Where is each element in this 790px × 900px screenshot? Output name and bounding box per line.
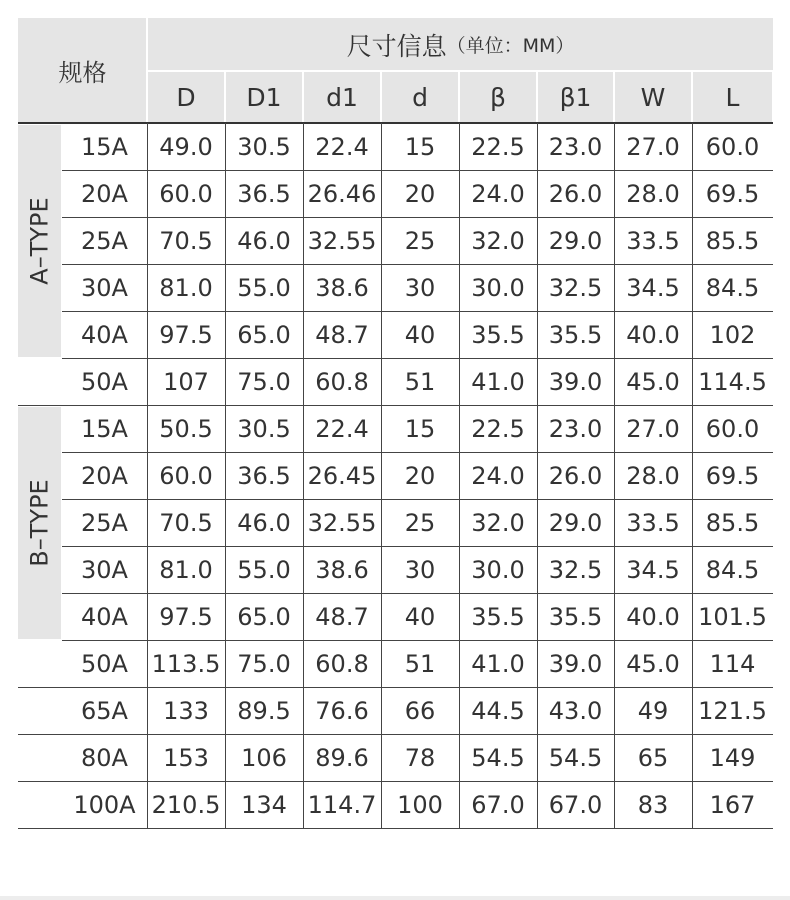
value-cell: 46.0 <box>237 508 291 537</box>
size-cell: 20A <box>81 461 128 490</box>
value-cell: 35.5 <box>548 320 603 349</box>
value-cell: 30.0 <box>471 273 525 302</box>
value-cell: 22.4 <box>315 132 369 161</box>
value-cell: 30 <box>404 273 436 302</box>
value-cell: 167 <box>709 790 756 819</box>
value-cell: 15 <box>404 414 436 443</box>
value-cell: 67.0 <box>548 790 603 819</box>
row-divider <box>62 452 773 453</box>
value-cell: 44.5 <box>471 696 525 725</box>
row-divider <box>18 734 773 735</box>
size-cell: 20A <box>81 179 128 208</box>
group-label-a-type <box>18 125 61 357</box>
value-cell: 67.0 <box>471 790 525 819</box>
value-cell: 60.0 <box>159 461 213 490</box>
value-cell: 69.5 <box>705 179 760 208</box>
size-cell: 25A <box>81 508 128 537</box>
bottom-band <box>0 896 790 900</box>
value-cell: 35.5 <box>471 320 525 349</box>
value-cell: 30.5 <box>237 414 291 443</box>
unit-text: （单位：MM） <box>446 35 575 57</box>
value-cell: 55.0 <box>237 273 291 302</box>
value-cell: 41.0 <box>471 367 525 396</box>
row-divider <box>18 405 773 406</box>
column-header-2: D1 <box>246 82 282 112</box>
size-cell: 80A <box>81 743 128 772</box>
value-cell: 75.0 <box>237 367 291 396</box>
value-cell: 26.0 <box>548 179 603 208</box>
value-cell: 27.0 <box>626 414 680 443</box>
value-cell: 89.6 <box>315 743 369 772</box>
value-cell: 149 <box>709 743 756 772</box>
value-cell: 60.8 <box>315 649 369 678</box>
size-cell: 65A <box>81 696 128 725</box>
value-cell: 54.5 <box>548 743 603 772</box>
value-cell: 32.55 <box>307 226 377 255</box>
value-cell: 24.0 <box>471 179 525 208</box>
row-divider <box>62 170 773 171</box>
table-bottom-line <box>18 828 773 829</box>
value-cell: 89.5 <box>237 696 291 725</box>
value-cell: 81.0 <box>159 555 213 584</box>
value-cell: 113.5 <box>151 649 221 678</box>
value-cell: 29.0 <box>548 508 603 537</box>
value-cell: 40.0 <box>626 602 680 631</box>
value-cell: 27.0 <box>626 132 680 161</box>
value-cell: 97.5 <box>159 320 213 349</box>
row-divider <box>62 546 773 547</box>
value-cell: 40.0 <box>626 320 680 349</box>
value-cell: 41.0 <box>471 649 525 678</box>
value-cell: 25 <box>404 226 436 255</box>
value-cell: 106 <box>241 743 287 772</box>
value-cell: 210.5 <box>151 790 221 819</box>
value-cell: 39.0 <box>548 649 603 678</box>
value-cell: 32.0 <box>471 226 525 255</box>
value-cell: 75.0 <box>237 649 291 678</box>
size-cell: 50A <box>81 367 128 396</box>
value-cell: 33.5 <box>626 508 680 537</box>
value-cell: 51 <box>404 367 436 396</box>
value-cell: 45.0 <box>626 367 680 396</box>
value-cell: 65.0 <box>237 320 291 349</box>
value-cell: 85.5 <box>705 508 760 537</box>
value-cell: 107 <box>163 367 209 396</box>
value-cell: 39.0 <box>548 367 603 396</box>
column-header-6: β1 <box>559 82 592 112</box>
value-cell: 20 <box>404 461 436 490</box>
value-cell: 81.0 <box>159 273 213 302</box>
value-cell: 32.5 <box>548 555 603 584</box>
value-cell: 30 <box>404 555 436 584</box>
column-header-5: β <box>490 82 506 112</box>
size-cell: 40A <box>81 602 128 631</box>
spec-header-label: 规格 <box>58 59 107 87</box>
size-cell: 30A <box>81 273 128 302</box>
row-divider <box>62 499 773 500</box>
value-cell: 23.0 <box>548 132 603 161</box>
group-label-b-type <box>18 407 61 639</box>
value-cell: 28.0 <box>626 179 680 208</box>
value-cell: 40 <box>404 320 436 349</box>
column-divider <box>614 123 615 828</box>
value-cell: 38.6 <box>315 555 369 584</box>
title-text: 尺寸信息 <box>346 31 447 61</box>
value-cell: 30.0 <box>471 555 525 584</box>
value-cell: 26.45 <box>307 461 377 490</box>
value-cell: 22.5 <box>471 132 525 161</box>
value-cell: 35.5 <box>471 602 525 631</box>
value-cell: 100 <box>397 790 443 819</box>
value-cell: 20 <box>404 179 436 208</box>
value-cell: 133 <box>163 696 209 725</box>
value-cell: 60.0 <box>705 414 760 443</box>
row-divider <box>62 264 773 265</box>
value-cell: 84.5 <box>705 555 760 584</box>
column-divider <box>459 123 460 828</box>
value-cell: 23.0 <box>548 414 603 443</box>
column-header-3: d1 <box>326 82 358 112</box>
value-cell: 26.46 <box>307 179 377 208</box>
value-cell: 66 <box>404 696 436 725</box>
column-header-7: W <box>640 82 666 112</box>
value-cell: 102 <box>709 320 756 349</box>
value-cell: 70.5 <box>159 226 213 255</box>
row-divider <box>18 781 773 782</box>
value-cell: 22.5 <box>471 414 525 443</box>
value-cell: 65.0 <box>237 602 291 631</box>
value-cell: 49.0 <box>159 132 213 161</box>
value-cell: 36.5 <box>237 461 291 490</box>
value-cell: 114.7 <box>307 790 377 819</box>
value-cell: 76.6 <box>315 696 369 725</box>
value-cell: 50.5 <box>159 414 213 443</box>
row-divider <box>62 217 773 218</box>
column-divider <box>692 123 693 828</box>
value-cell: 70.5 <box>159 508 213 537</box>
value-cell: 32.55 <box>307 508 377 537</box>
value-cell: 25 <box>404 508 436 537</box>
value-cell: 114 <box>709 649 756 678</box>
column-divider <box>537 123 538 828</box>
value-cell: 29.0 <box>548 226 603 255</box>
group-label-text: B–TYPE <box>25 479 54 567</box>
value-cell: 33.5 <box>626 226 680 255</box>
size-cell: 15A <box>81 414 128 443</box>
value-cell: 114.5 <box>698 367 767 396</box>
value-cell: 97.5 <box>159 602 213 631</box>
row-divider <box>62 640 773 641</box>
value-cell: 24.0 <box>471 461 525 490</box>
value-cell: 49 <box>637 696 669 725</box>
group-label-text: A–TYPE <box>25 197 54 285</box>
column-divider <box>147 123 148 828</box>
value-cell: 46.0 <box>237 226 291 255</box>
size-cell: 15A <box>81 132 128 161</box>
value-cell: 101.5 <box>698 602 767 631</box>
value-cell: 69.5 <box>705 461 760 490</box>
value-cell: 43.0 <box>548 696 603 725</box>
value-cell: 65 <box>637 743 669 772</box>
value-cell: 134 <box>241 790 287 819</box>
value-cell: 121.5 <box>698 696 767 725</box>
column-header-1: D <box>176 82 196 112</box>
value-cell: 22.4 <box>315 414 369 443</box>
value-cell: 78 <box>404 743 436 772</box>
size-cell: 30A <box>81 555 128 584</box>
column-divider <box>303 123 304 828</box>
size-cell: 50A <box>81 649 128 678</box>
value-cell: 83 <box>637 790 669 819</box>
header-bottom-line <box>18 122 773 124</box>
value-cell: 28.0 <box>626 461 680 490</box>
value-cell: 32.0 <box>471 508 525 537</box>
value-cell: 60.0 <box>159 179 213 208</box>
value-cell: 15 <box>404 132 436 161</box>
value-cell: 34.5 <box>626 555 680 584</box>
value-cell: 35.5 <box>548 602 603 631</box>
size-cell: 100A <box>73 790 136 819</box>
value-cell: 30.5 <box>237 132 291 161</box>
size-cell: 25A <box>81 226 128 255</box>
size-cell: 40A <box>81 320 128 349</box>
column-header-4: d <box>412 82 428 112</box>
value-cell: 26.0 <box>548 461 603 490</box>
value-cell: 38.6 <box>315 273 369 302</box>
row-divider <box>62 593 773 594</box>
column-header-8: L <box>725 82 740 112</box>
row-divider <box>62 358 773 359</box>
value-cell: 32.5 <box>548 273 603 302</box>
value-cell: 153 <box>163 743 209 772</box>
dimension-title <box>148 18 773 71</box>
value-cell: 84.5 <box>705 273 760 302</box>
value-cell: 48.7 <box>315 320 369 349</box>
value-cell: 48.7 <box>315 602 369 631</box>
column-divider <box>225 123 226 828</box>
value-cell: 60.8 <box>315 367 369 396</box>
value-cell: 54.5 <box>471 743 525 772</box>
row-divider <box>62 311 773 312</box>
value-cell: 51 <box>404 649 436 678</box>
column-divider <box>381 123 382 828</box>
value-cell: 36.5 <box>237 179 291 208</box>
value-cell: 45.0 <box>626 649 680 678</box>
value-cell: 60.0 <box>705 132 760 161</box>
value-cell: 55.0 <box>237 555 291 584</box>
row-divider <box>18 687 773 688</box>
value-cell: 40 <box>404 602 436 631</box>
value-cell: 85.5 <box>705 226 760 255</box>
value-cell: 34.5 <box>626 273 680 302</box>
